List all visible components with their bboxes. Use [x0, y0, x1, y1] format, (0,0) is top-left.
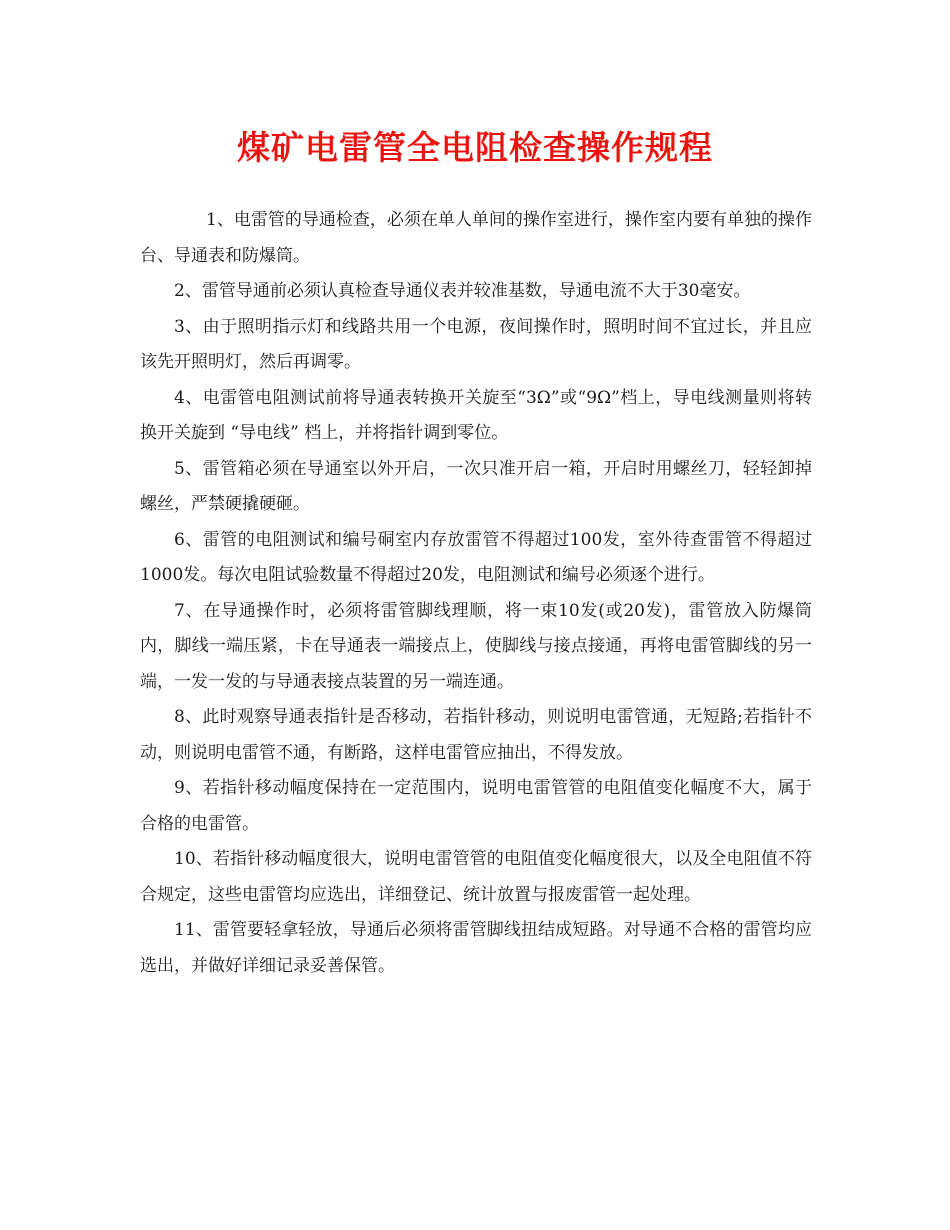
- paragraph-2: 2、雷管导通前必须认真检查导通仪表并较准基数，导通电流不大于30毫安。: [174, 281, 751, 301]
- paragraph-3: 3、由于照明指示灯和线路共用一个电源，夜间操作时，照明时间不宜过长，并且应该先开照明灯，然后再调零。: [140, 316, 812, 372]
- paragraph-4: 4、电雷管电阻测试前将导通表转换开关旋至“3Ω”或“9Ω”档上，导电线测量则将转换开关旋到 “导电线” 档上，并将指针调到零位。: [140, 387, 812, 443]
- paragraph-10: 10、若指针移动幅度很大，说明电雷管管的电阻值变化幅度很大，以及全电阻值不符合规定，这些电雷管均应选出，详细登记、统计放置与报废雷管一起处理。: [140, 849, 812, 905]
- paragraph-11: 11、雷管要轻拿轻放，导通后必须将雷管脚线扭结成短路。对导通不合格的雷管均应选出，并做好详细记录妥善保管。: [140, 920, 812, 976]
- document-title: 煤矿电雷管全电阻检查操作规程: [237, 128, 713, 167]
- paragraph-6: 6、雷管的电阻测试和编号硐室内存放雷管不得超过100发，室外待查雷管不得超过1000发。每次电阻试验数量不得超过20发，电阻测试和编号必须逐个进行。: [140, 529, 812, 585]
- paragraph-7: 7、在导通操作时，必须将雷管脚线理顺，将一束10发(或20发)，雷管放入防爆筒内，脚线一端压紧，卡在导通表一端接点上，使脚线与接点接通，再将电雷管脚线的另一端，一发一发的与导通表接点装置的另一端连通。: [140, 600, 812, 692]
- document-body: [140, 203, 812, 984]
- paragraph-5: 5、雷管箱必须在导通室以外开启，一次只准开启一箱，开启时用螺丝刀，轻轻卸掉螺丝，严禁硬撬硬砸。: [140, 458, 812, 514]
- paragraph-1: 1、电雷管的导通检查，必须在单人单间的操作室进行，操作室内要有单独的操作台、导通表和防爆筒。: [140, 210, 812, 266]
- paragraph-9: 9、若指针移动幅度保持在一定范围内，说明电雷管管的电阻值变化幅度不大，属于合格的电雷管。: [140, 778, 812, 834]
- paragraph-8: 8、此时观察导通表指针是否移动，若指针移动，则说明电雷管通，无短路;若指针不动，则说明电雷管不通，有断路，这样电雷管应抽出，不得发放。: [140, 707, 812, 763]
